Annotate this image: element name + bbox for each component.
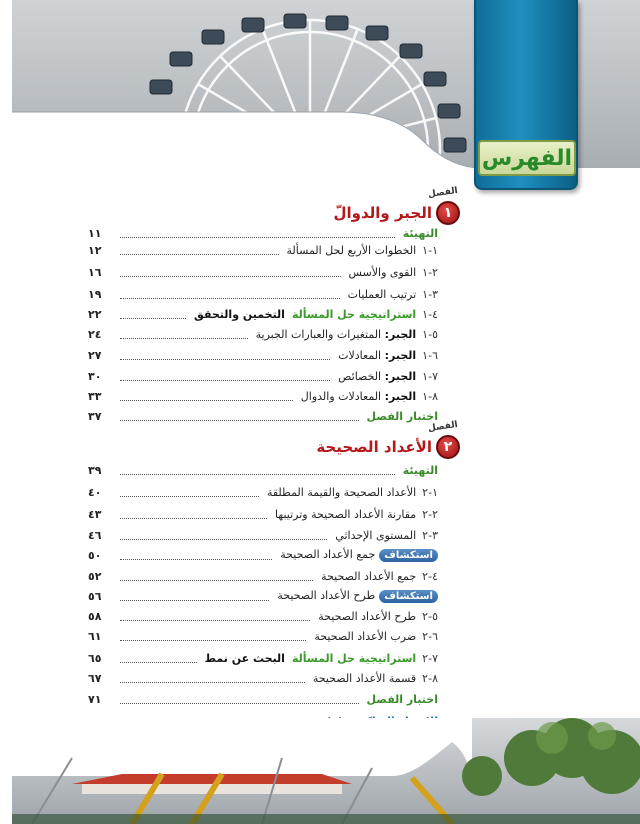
bottom-photo	[12, 718, 640, 824]
toc-row[interactable]: التهيئة ١١	[88, 226, 438, 240]
toc-row[interactable]: اختبار الفصل ٧١	[88, 692, 438, 706]
amusement-park-image	[12, 718, 640, 824]
explore-badge: استكشاف	[379, 590, 438, 603]
toc-row[interactable]: استكشافجمع الأعداد الصحيحة ٥٠	[88, 546, 438, 564]
toc-row[interactable]: ٧-٢استراتيجية حل المسألة البحث عن نمط ٦٥	[88, 651, 438, 665]
toc-row[interactable]: ١-١الخطوات الأربع لحل المسألة ١٢	[88, 243, 438, 257]
toc-row[interactable]: اختبار الفصل ٣٧	[88, 409, 438, 423]
toc-row[interactable]: ٨-٢قسمة الأعداد الصحيحة ٦٧	[88, 671, 438, 685]
toc-row[interactable]: ٦-٢ضرب الأعداد الصحيحة ٦١	[88, 629, 438, 643]
page-title: الفهرس	[478, 140, 576, 176]
chapter-2-tag: الفصل	[427, 419, 459, 435]
toc-row[interactable]: ٤-١استراتيجية حل المسألة التخمين والتحقق ٢٢	[88, 307, 438, 321]
toc-row[interactable]: ٣-٢المستوى الإحداثي ٤٦	[88, 528, 438, 542]
toc-row[interactable]: ١-٢الأعداد الصحيحة والقيمة المطلقة ٤٠	[88, 485, 438, 499]
toc-row[interactable]: ٧-١الجبر: الخصائص ٣٠	[88, 369, 438, 383]
toc-row[interactable]: استكشافطرح الأعداد الصحيحة ٥٦	[88, 587, 438, 605]
toc-row[interactable]: ٨-١الجبر: المعادلات والدوال ٣٣	[88, 389, 438, 403]
chapter-1-tag: الفصل	[427, 185, 459, 201]
chapter-1-number: ١	[436, 201, 460, 225]
toc-row[interactable]: ٢-٢مقارنة الأعداد الصحيحة وترتيبها ٤٣	[88, 507, 438, 521]
chapter-2-title: الأعداد الصحيحة	[316, 438, 432, 456]
explore-badge: استكشاف	[379, 549, 438, 562]
toc-row[interactable]: ٤-٢جمع الأعداد الصحيحة ٥٢	[88, 569, 438, 583]
toc-row[interactable]: ٥-١الجبر: المتغيرات والعبارات الجبرية ٢٤	[88, 327, 438, 341]
toc-row[interactable]: ٥-٢طرح الأعداد الصحيحة ٥٨	[88, 609, 438, 623]
toc-row[interactable]: التهيئة ٣٩	[88, 463, 438, 477]
toc-row[interactable]: ٣-١ترتيب العمليات ١٩	[88, 287, 438, 301]
toc-row[interactable]: ٢-١القوى والأسس ١٦	[88, 265, 438, 279]
chapter-2-heading	[306, 419, 460, 462]
chapter-1-title: الجبر والدوالّ	[333, 204, 432, 222]
toc-row[interactable]: ٦-١الجبر: المعادلات ٢٧	[88, 348, 438, 362]
chapter-2-number: ٢	[436, 435, 460, 459]
